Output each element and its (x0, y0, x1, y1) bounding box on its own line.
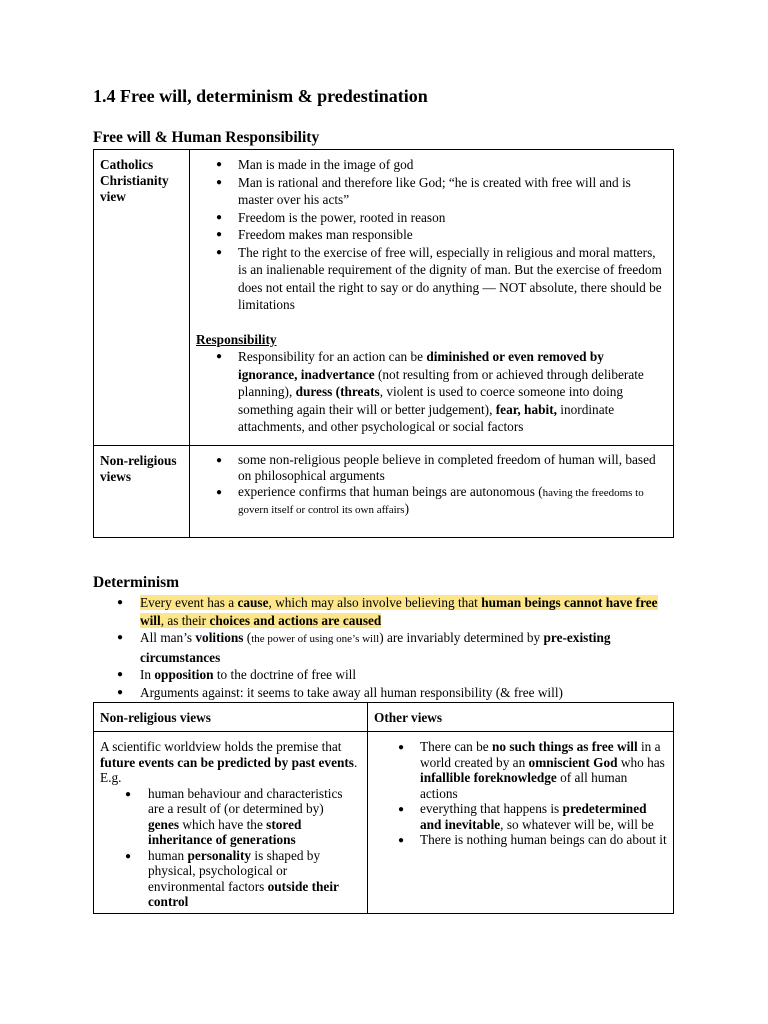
list-item: ● Responsibility for an action can be diminished or even removed by ignorance, inadvertance (not resulting from or achieved through deliberate planning), duress (threats, violent is used to coerce someone into doing something again their will or better judgement), fear, habit, inordinate attachments, and other psychological or social factors (190, 348, 653, 436)
catholic-list (190, 156, 673, 314)
other-views-list (368, 739, 667, 848)
column-header-non-religious: Non-religious views (94, 703, 368, 732)
page-title: 1.4 Free will, determinism & predestination (93, 86, 428, 106)
list-item: ● human personality is shaped by physical, psychological or environmental factors outside their control (94, 848, 357, 910)
list-item: ● In opposition to the doctrine of free will (93, 666, 673, 684)
determinism-list (93, 594, 673, 701)
non-religious-cell (190, 446, 674, 538)
row-label-non-religious: Non-religious views (94, 446, 190, 538)
non-religious-list (190, 452, 673, 518)
determinism-table (93, 702, 674, 914)
list-item: ● Every event has a cause, which may also involve believing that human beings cannot have free will, as their choices and actions are caused (93, 594, 673, 629)
row-label-catholic: Catholics Christianity view (94, 150, 190, 446)
non-religious-determinism-cell (94, 732, 368, 914)
section-heading-determinism: Determinism (93, 574, 180, 591)
list-item: ● The right to the exercise of free will, especially in religious and moral matters, is an inalienable requirement of the dignity of man. But the exercise of freedom does not entail the right to say or do anything — NOT absolute, there should be limitations (190, 244, 667, 314)
list-item: ● Man is made in the image of god (190, 156, 667, 174)
list-item: ● everything that happens is predetermined and inevitable, so whatever will be, will be (368, 801, 667, 832)
list-item: ● There is nothing human beings can do about it (368, 832, 667, 848)
list-item: ● some non-religious people believe in completed freedom of human will, based on philosophical arguments (190, 452, 663, 484)
list-item: ● All man’s volitions (the power of using one’s will) are invariably determined by pre-existing circumstances (93, 629, 673, 666)
list-item: ● experience confirms that human beings are autonomous (having the freedoms to govern itself or control its own affairs) (190, 484, 663, 518)
list-item: ● Freedom makes man responsible (190, 226, 667, 244)
table-row (94, 150, 674, 446)
list-item: ● There can be no such things as free will in a world created by an omniscient God who has infallible foreknowledge of all human actions (368, 739, 667, 801)
table-row (94, 732, 674, 914)
catholic-view-cell (190, 150, 674, 446)
column-header-other: Other views (368, 703, 674, 732)
scientific-worldview-text: A scientific worldview holds the premise that future events can be predicted by past events. E.g. (100, 739, 358, 785)
free-will-table (93, 149, 674, 538)
other-views-cell (368, 732, 674, 914)
list-item: ● Arguments against: it seems to take away all human responsibility (& free will) (93, 684, 673, 702)
responsibility-list (190, 348, 673, 436)
table-row (94, 446, 674, 538)
list-item: ● Freedom is the power, rooted in reason (190, 209, 667, 227)
list-item: ● human behaviour and characteristics are a result of (or determined by) genes which have the stored inheritance of generations (94, 786, 357, 848)
responsibility-heading: Responsibility (196, 331, 277, 347)
section-heading-free-will: Free will & Human Responsibility (93, 129, 320, 146)
scientific-examples-list (94, 786, 361, 910)
list-item: ● Man is rational and therefore like God; “he is created with free will and is master over his acts” (190, 174, 667, 209)
table-header-row (94, 703, 674, 732)
